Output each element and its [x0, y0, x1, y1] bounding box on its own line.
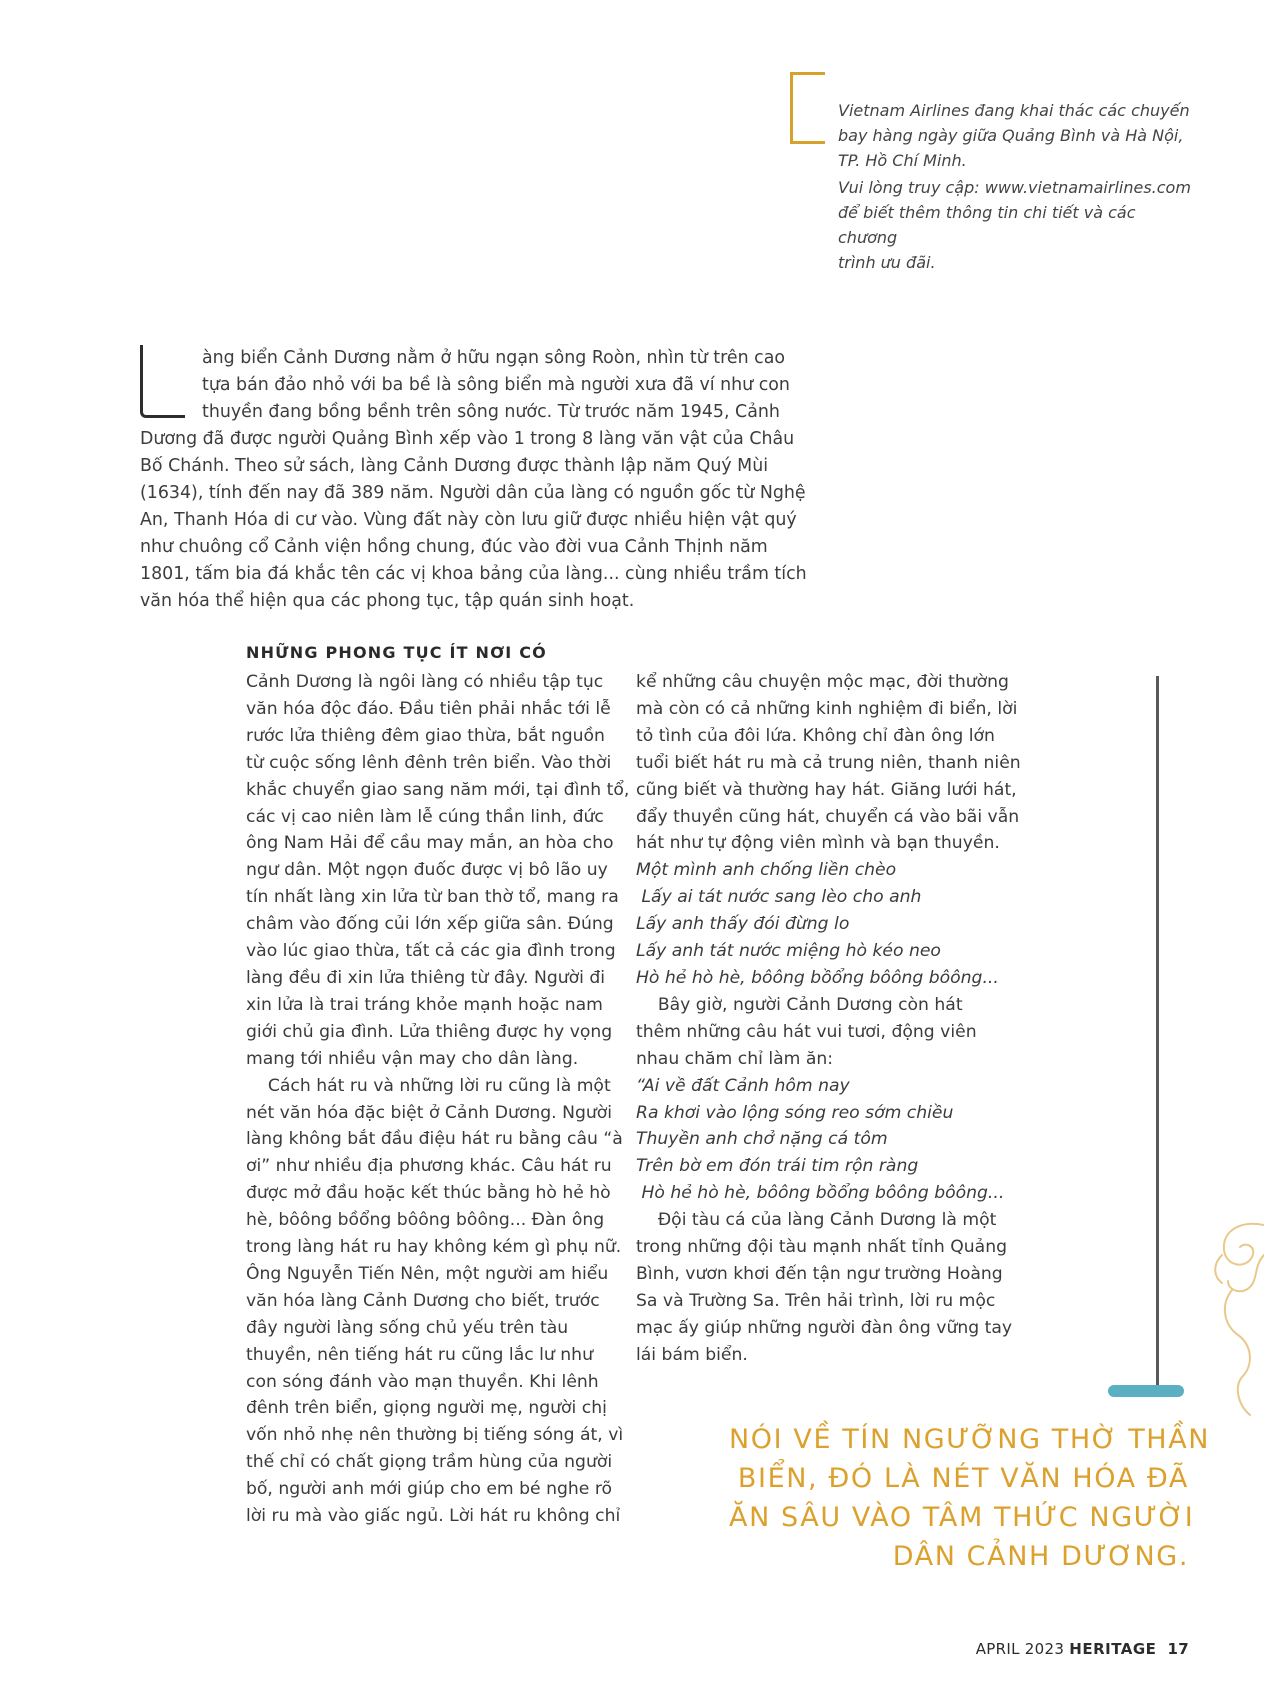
body-line: được mở đầu hoặc kết thúc bằng hò hẻ hò: [246, 1183, 611, 1204]
page-footer: [976, 1640, 1189, 1658]
verse-line: Hò hẻ hò hè, bôông bồổng bôông bôông...: [636, 967, 999, 988]
body-line: Đội tàu cá của làng Cảnh Dương là một: [636, 1210, 997, 1231]
pull-quote: [729, 1420, 1211, 1576]
body-line: mạc ấy giúp những người đàn ông vững tay: [636, 1317, 1013, 1338]
verse-line: “Ai về đất Cảnh hôm nay: [636, 1075, 850, 1096]
verse-line: Thuyền anh chở nặng cá tôm: [636, 1129, 888, 1150]
issue-date: APRIL 2023: [975, 1640, 1065, 1658]
verse-line: Lấy ai tát nước sang lèo cho anh: [636, 887, 922, 908]
body-line: Sa và Trường Sa. Trên hải trình, lời ru mộc: [636, 1290, 996, 1311]
intro-line: như chuông cổ Cảnh viện hồng chung, đúc vào đời vua Cảnh Thịnh năm: [140, 537, 768, 557]
verse-line: Hò hẻ hò hè, bôông bồổng bôông bôông...: [636, 1183, 1005, 1204]
pull-quote-line: NÓI VỀ TÍN NGƯỠNG THỜ THẦN: [729, 1424, 1211, 1455]
body-line: bố, người anh mới giúp cho em bé nghe rõ: [246, 1479, 613, 1500]
sidebar-paragraph-2: [838, 175, 1198, 275]
verse-line: Trên bờ em đón trái tim rộn ràng: [636, 1156, 919, 1177]
body-line: ông Nam Hải để cầu may mắn, an hòa cho: [246, 833, 614, 854]
vertical-rule: [1156, 676, 1159, 1388]
body-line: kể những câu chuyện mộc mạc, đời thường: [636, 672, 1009, 692]
body-line: tín nhất làng xin lửa từ ban thờ tổ, mang ra: [246, 887, 619, 908]
sidebar-bracket: [790, 72, 825, 144]
magazine-name: HERITAGE: [1069, 1640, 1157, 1658]
body-line: hát như tự động viên mình và bạn thuyền.: [636, 833, 1000, 854]
body-line: thuyền, nên tiếng hát ru cũng lắc lư như: [246, 1344, 593, 1365]
intro-line: thuyền đang bồng bềnh trên sông nước. Từ trước năm 1945, Cảnh: [202, 402, 780, 422]
body-column-right: [636, 669, 1021, 1369]
body-line: cũng biết và thường hay hát. Giăng lưới hát,: [636, 779, 1017, 800]
body-line: đênh trên biển, giọng người mẹ, người chị: [246, 1398, 607, 1419]
intro-line: Dương đã được người Quảng Bình xếp vào 1 trong 8 làng văn vật của Châu: [140, 429, 795, 449]
intro-line: (1634), tính đến nay đã 389 năm. Người dân của làng có nguồn gốc từ Nghệ: [140, 483, 806, 503]
body-line: làng đều đi xin lửa thiêng từ đây. Người đi: [246, 967, 606, 988]
body-line: châm vào đống củi lớn xếp giữa sân. Đúng: [246, 914, 614, 935]
sidebar-paragraph-1: [838, 98, 1198, 173]
body-line: thế chỉ có chất giọng trầm hùng của người: [246, 1452, 613, 1473]
sidebar-line: TP. Hồ Chí Minh.: [838, 151, 967, 170]
verse-line: Lấy anh tát nước miệng hò kéo neo: [636, 941, 941, 962]
verse-line: Ra khơi vào lộng sóng reo sớm chiều: [636, 1102, 954, 1123]
verse-line: Lấy anh thấy đói đừng lo: [636, 914, 850, 935]
body-line: tỏ tình của đôi lứa. Không chỉ đàn ông lớn: [636, 725, 995, 746]
body-line: ngư dân. Một ngọn đuốc được vị bô lão uy: [246, 860, 608, 881]
body-line: Cảnh Dương là ngôi làng có nhiều tập tục: [246, 672, 604, 692]
sidebar-line: Vietnam Airlines đang khai thác các chuyến: [838, 101, 1190, 120]
body-line: hè, bôông bồổng bôông bôông... Đàn ông: [246, 1210, 605, 1231]
body-line: vào lúc giao thừa, tất cả các gia đình trong: [246, 941, 616, 962]
body-line: đây người làng sống chủ yếu trên tàu: [246, 1317, 569, 1338]
verse-line: Một mình anh chống liền chèo: [636, 860, 897, 881]
body-line: nhau chăm chỉ làm ăn:: [636, 1048, 834, 1069]
intro-line: àng biển Cảnh Dương nằm ở hữu ngạn sông Roòn, nhìn từ trên cao: [202, 348, 785, 368]
sidebar-line: bay hàng ngày giữa Quảng Bình và Hà Nội,: [838, 126, 1184, 145]
intro-line: văn hóa thể hiện qua các phong tục, tập quán sinh hoạt.: [140, 591, 635, 611]
body-line: Bây giờ, người Cảnh Dương còn hát: [636, 994, 963, 1015]
body-line: rước lửa thiêng đêm giao thừa, bắt nguồn: [246, 725, 605, 746]
body-line: trong làng hát ru hay không kém gì phụ nữ.: [246, 1237, 622, 1258]
sidebar-line: trình ưu đãi.: [838, 253, 936, 272]
body-line: nét văn hóa đặc biệt ở Cảnh Dương. Người: [246, 1102, 613, 1123]
body-line: mà còn có cả những kinh nghiệm đi biển, lời: [636, 698, 1018, 719]
body-column-left: [246, 669, 630, 1530]
sidebar-info: [838, 98, 1198, 277]
body-line: làng không bắt đầu điệu hát ru bằng câu “à: [246, 1129, 623, 1150]
body-line: vốn nhỏ nhẹ nên thường bị tiếng sóng át, vì: [246, 1425, 624, 1446]
intro-line: 1801, tấm bia đá khắc tên các vị khoa bảng của làng... cùng nhiều trầm tích: [140, 564, 807, 584]
body-line: mang tới nhiều vận may cho dân làng.: [246, 1048, 579, 1069]
body-line: văn hóa làng Cảnh Dương cho biết, trước: [246, 1290, 600, 1311]
body-line: lời ru mà vào giấc ngủ. Lời hát ru không chỉ: [246, 1506, 621, 1527]
sidebar-line: để biết thêm thông tin chi tiết và các chương: [838, 203, 1136, 247]
cloud-ornament-icon: [1162, 1195, 1264, 1425]
body-line: Cách hát ru và những lời ru cũng là một: [246, 1075, 611, 1096]
intro-line: tựa bán đảo nhỏ với ba bề là sông biển mà người xưa đã ví như con: [202, 375, 790, 395]
body-line: tuổi biết hát ru mà cả trung niên, thanh niên: [636, 752, 1021, 773]
intro-paragraph: [140, 345, 807, 615]
page-number: 17: [1167, 1640, 1189, 1658]
section-heading: NHỮNG PHONG TỤC ÍT NƠI CÓ: [246, 643, 547, 662]
body-line: xin lửa là trai tráng khỏe mạnh hoặc nam: [246, 994, 603, 1015]
body-line: Ông Nguyễn Tiến Nên, một người am hiểu: [246, 1263, 609, 1284]
body-line: các vị cao niên làm lễ cúng thần linh, đức: [246, 806, 604, 827]
body-line: lái bám biển.: [636, 1344, 748, 1365]
body-line: thêm những câu hát vui tươi, động viên: [636, 1021, 977, 1042]
sidebar-line: Vui lòng truy cập: www.vietnamairlines.com: [838, 178, 1191, 197]
body-line: đẩy thuyền cũng hát, chuyển cá vào bãi vẫn: [636, 806, 1020, 827]
pull-quote-line: BIỂN, ĐÓ LÀ NÉT VĂN HÓA ĐÃ: [737, 1463, 1189, 1494]
body-line: ơi” như nhiều địa phương khác. Câu hát ru: [246, 1156, 612, 1177]
intro-line: Bố Chánh. Theo sử sách, làng Cảnh Dương được thành lập năm Quý Mùi: [140, 456, 769, 476]
pull-quote-line: DÂN CẢNH DƯƠNG.: [892, 1541, 1189, 1572]
body-line: khắc chuyển giao sang năm mới, tại đình tổ,: [246, 779, 630, 800]
body-line: giới chủ gia đình. Lửa thiêng được hy vọng: [246, 1021, 613, 1042]
intro-line: An, Thanh Hóa di cư vào. Vùng đất này còn lưu giữ được nhiều hiện vật quý: [140, 510, 797, 530]
body-line: từ cuộc sống lênh đênh trên biển. Vào thời: [246, 752, 612, 773]
body-line: con sóng đánh vào mạn thuyền. Khi lênh: [246, 1371, 599, 1392]
body-line: văn hóa độc đáo. Đầu tiên phải nhắc tới lễ: [246, 698, 611, 719]
body-line: trong những đội tàu mạnh nhất tỉnh Quảng: [636, 1237, 1008, 1258]
body-line: Bình, vươn khơi đến tận ngư trường Hoàng: [636, 1263, 1003, 1284]
pull-quote-line: ĂN SÂU VÀO TÂM THỨC NGƯỜI: [729, 1502, 1195, 1533]
